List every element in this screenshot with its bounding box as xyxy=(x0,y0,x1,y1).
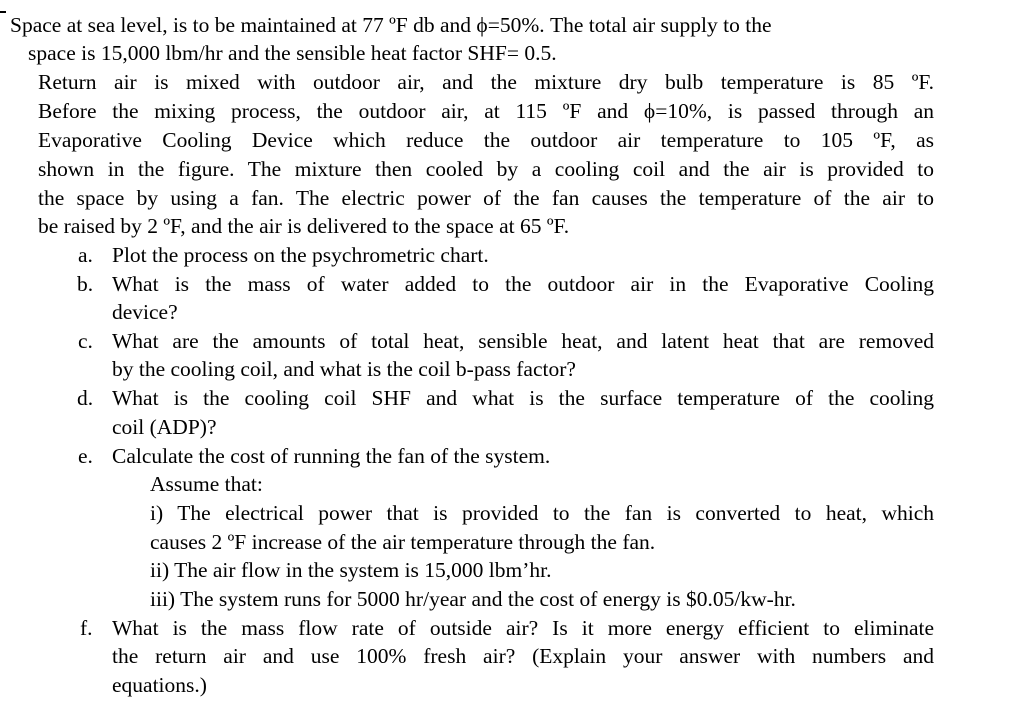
assume-line-2: causes 2 ºF increase of the air temperature through the fan. xyxy=(150,530,656,554)
question-e-text: Calculate the cost of running the fan of the system. xyxy=(112,444,551,468)
question-f-label: f. xyxy=(80,616,93,640)
question-a-text: Plot the process on the psychrometric chart. xyxy=(112,243,489,267)
paragraph-line-1: Return air is mixed with outdoor air, and the mixture dry bulb temperature is 85 ºF. xyxy=(38,70,934,94)
question-b-label: b. xyxy=(77,272,94,296)
question-b-text-1: What is the mass of water added to the outdoor air in the Evaporative Cooling xyxy=(112,272,934,296)
assume-heading: Assume that: xyxy=(150,472,263,496)
question-c-text-2: by the cooling coil, and what is the coil b-pass factor? xyxy=(112,357,576,381)
paragraph-line-6: be raised by 2 ºF, and the air is delivered to the space at 65 ºF. xyxy=(38,214,570,238)
question-c-label: c. xyxy=(78,329,93,353)
assume-line-1: i) The electrical power that is provided to the fan is converted to heat, which xyxy=(150,501,934,525)
paragraph-line-4: shown in the figure. The mixture then cooled by a cooling coil and the air is provided to xyxy=(38,157,934,181)
question-d-text-1: What is the cooling coil SHF and what is the surface temperature of the cooling xyxy=(112,386,934,410)
question-c-text-1: What are the amounts of total heat, sensible heat, and latent heat that are removed xyxy=(112,329,934,353)
assume-line-4: iii) The system runs for 5000 hr/year and the cost of energy is $0.05/kw-hr. xyxy=(150,587,796,611)
question-f-text-2: the return air and use 100% fresh air? (Explain your answer with numbers and xyxy=(112,644,934,668)
question-f-text-3: equations.) xyxy=(112,673,207,697)
question-d-text-2: coil (ADP)? xyxy=(112,415,217,439)
question-e-label: e. xyxy=(78,444,93,468)
question-d-label: d. xyxy=(77,386,94,410)
intro-line-2: space is 15,000 lbm/hr and the sensible heat factor SHF= 0.5. xyxy=(28,41,557,65)
paragraph-line-3: Evaporative Cooling Device which reduce the outdoor air temperature to 105 ºF, as xyxy=(38,128,934,152)
intro-line-1: Space at sea level, is to be maintained at 77 ºF db and ϕ=50%. The total air supply to the xyxy=(10,13,772,37)
paragraph-line-2: Before the mixing process, the outdoor air, at 115 ºF and ϕ=10%, is passed through an xyxy=(38,99,934,123)
assume-line-3: ii) The air flow in the system is 15,000 lbm’hr. xyxy=(150,558,552,582)
paragraph-line-5: the space by using a fan. The electric power of the fan causes the temperature of the air to xyxy=(38,186,934,210)
question-f-text-1: What is the mass flow rate of outside air? Is it more energy efficient to eliminate xyxy=(112,616,934,640)
question-a-label: a. xyxy=(78,243,93,267)
list-marker-dash xyxy=(0,11,6,13)
question-b-text-2: device? xyxy=(112,300,178,324)
